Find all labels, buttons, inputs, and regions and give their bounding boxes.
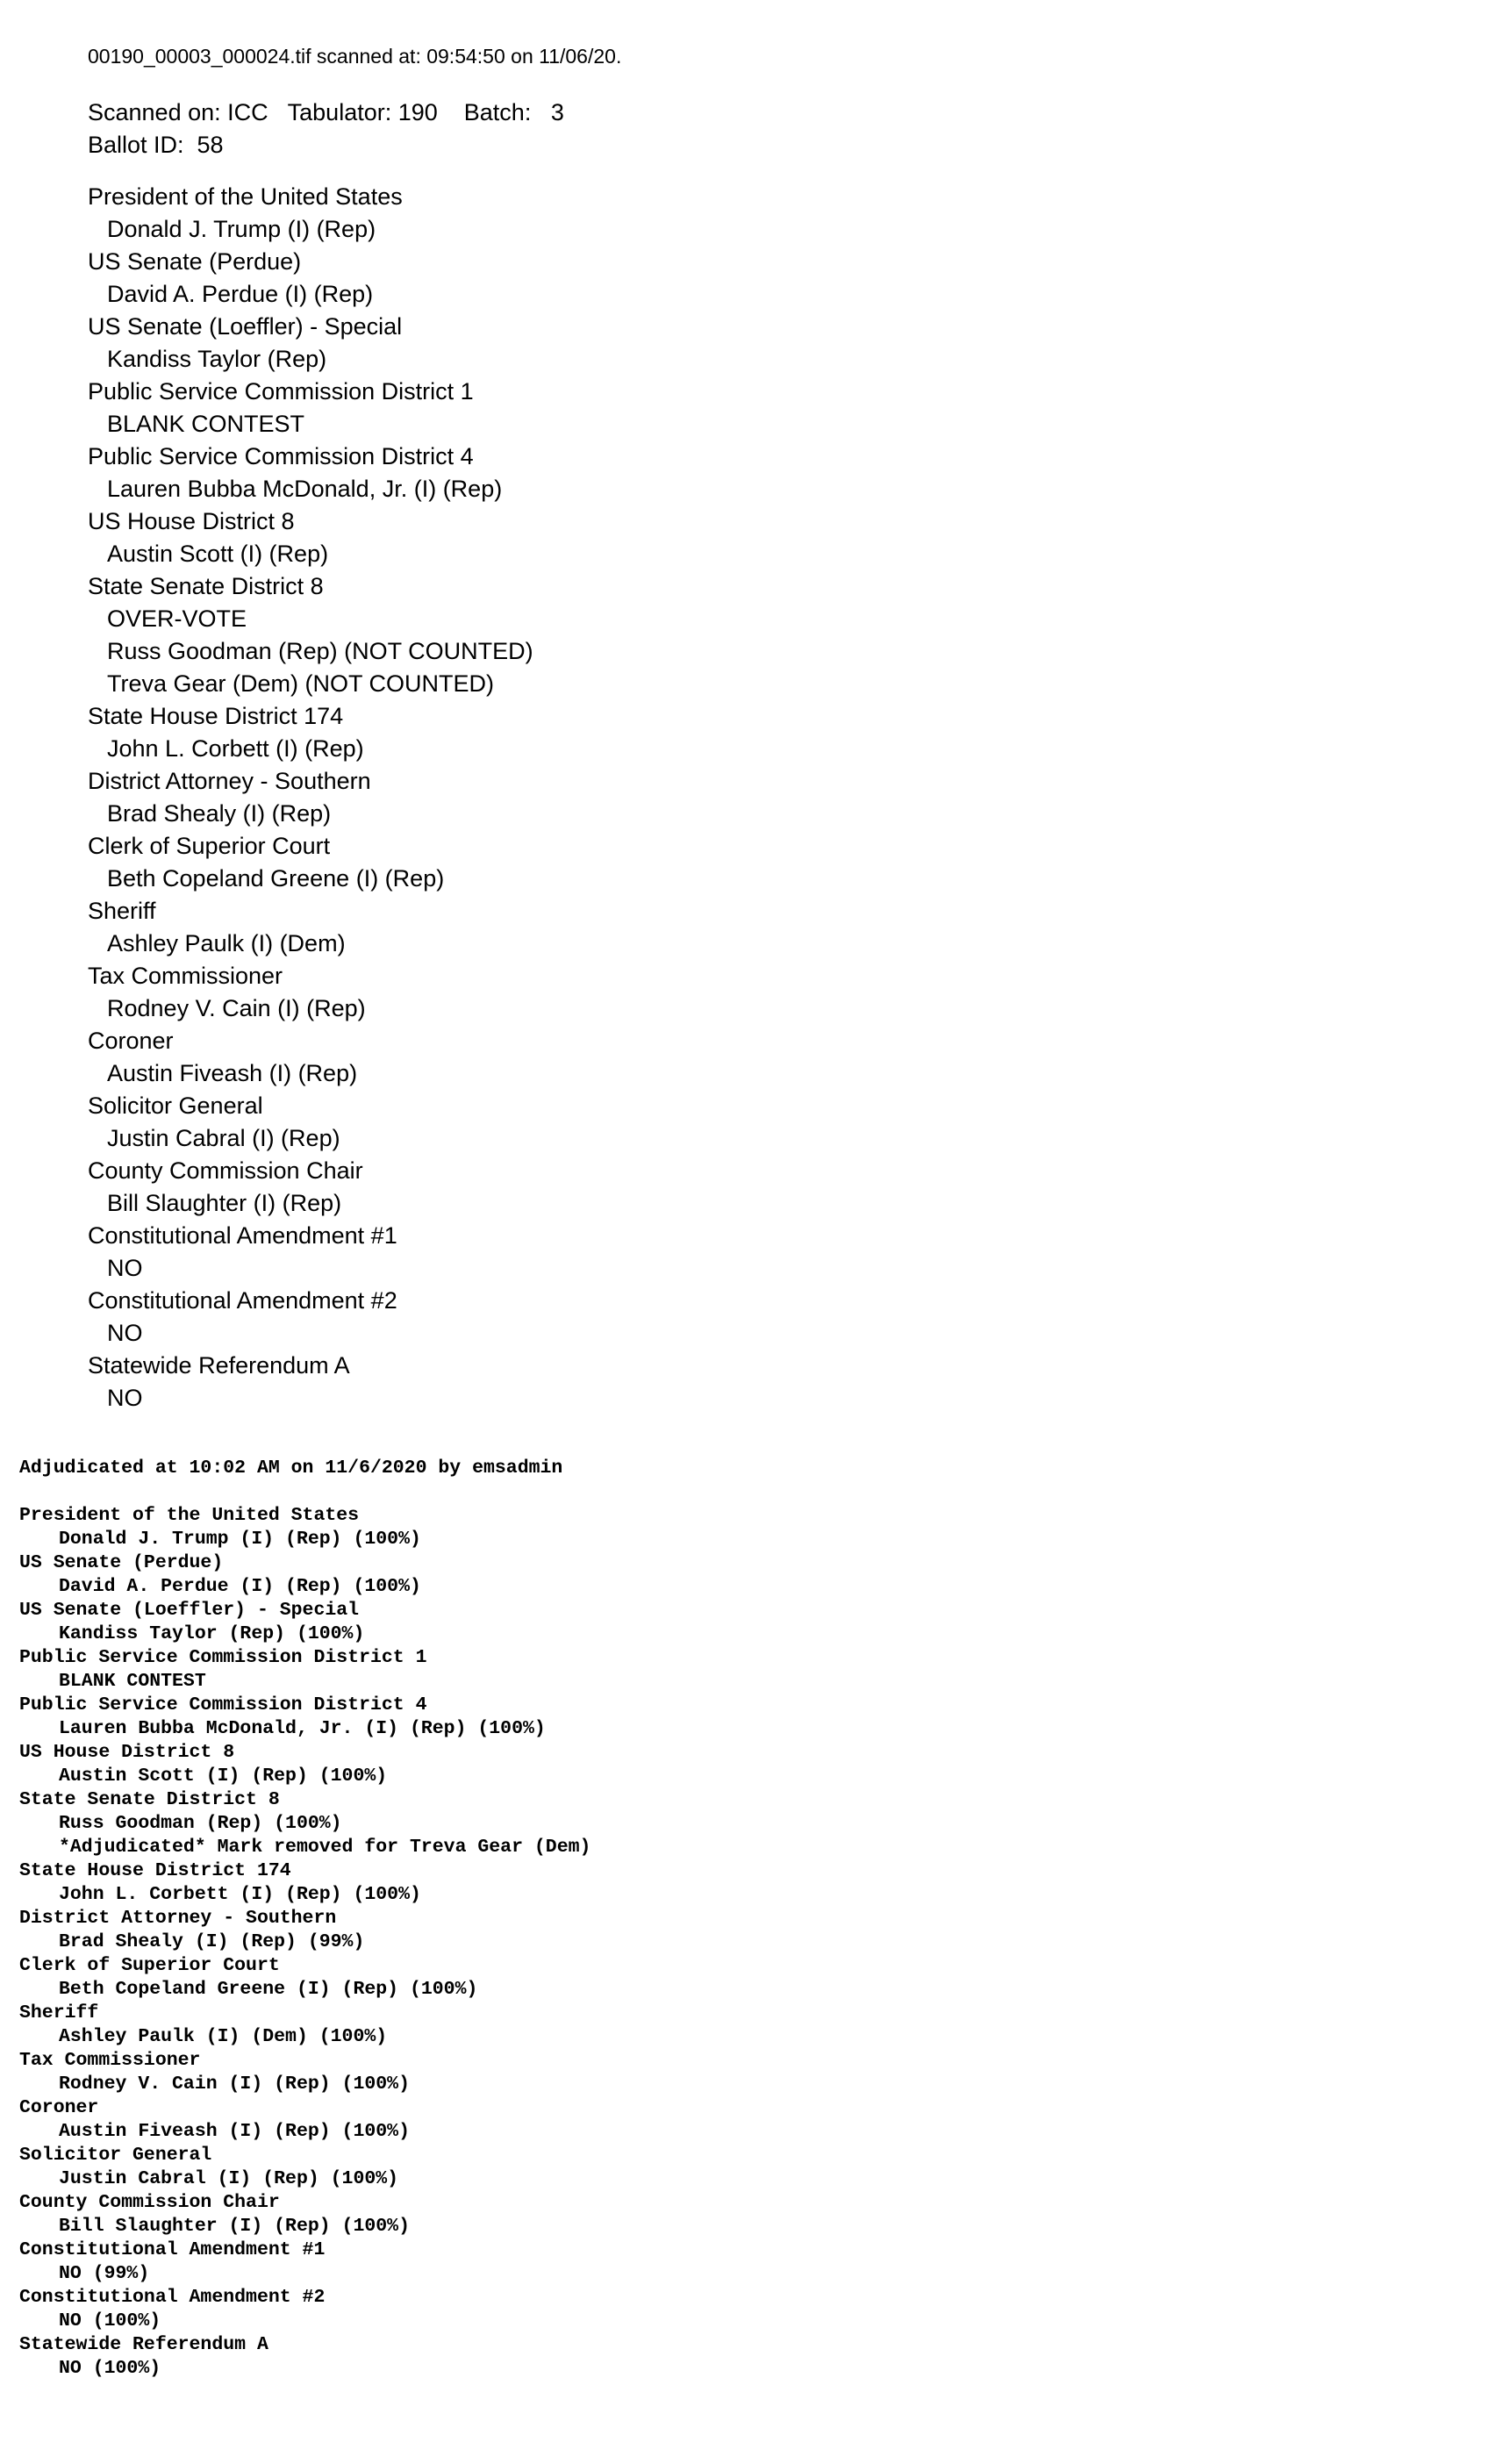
contest-title: US Senate (Perdue): [88, 248, 302, 275]
adjudicated-contest-title: District Attorney - Southern: [19, 1908, 337, 1929]
contest-title: Constitutional Amendment #1: [88, 1222, 397, 1249]
contest-choice: Austin Fiveash (I) (Rep): [107, 1060, 358, 1086]
adjudicated-contest-title: State House District 174: [19, 1860, 291, 1881]
contest-title: Public Service Commission District 1: [88, 378, 474, 405]
contest-choice: Brad Shealy (I) (Rep): [107, 800, 332, 827]
contest-title: Public Service Commission District 4: [88, 443, 474, 469]
adjudicated-contest-title: US House District 8: [19, 1742, 235, 1763]
contest-choice: Lauren Bubba McDonald, Jr. (I) (Rep): [107, 476, 503, 502]
contest-title: US Senate (Loeffler) - Special: [88, 313, 403, 340]
contest-choice: Rodney V. Cain (I) (Rep): [107, 995, 366, 1021]
contest-choice: David A. Perdue (I) (Rep): [107, 281, 374, 307]
adjudicated-contest-title: Constitutional Amendment #1: [19, 2239, 326, 2260]
adjudicated-choice: Kandiss Taylor (Rep) (100%): [59, 1623, 365, 1644]
ballot-id-line: Ballot ID: 58: [88, 132, 224, 158]
contest-choice: NO: [107, 1385, 143, 1411]
adjudicated-choice: NO (100%): [59, 2358, 161, 2379]
contest-choice: OVER-VOTE: [107, 605, 247, 632]
adjudicated-choice: Bill Slaughter (I) (Rep) (100%): [59, 2216, 410, 2237]
contest-choice: Kandiss Taylor (Rep): [107, 346, 327, 372]
adjudicated-contest-title: Constitutional Amendment #2: [19, 2287, 326, 2308]
ballot-contest-list: [88, 181, 621, 1415]
contest-title: Tax Commissioner: [88, 963, 283, 989]
adjudicated-choice: John L. Corbett (I) (Rep) (100%): [59, 1884, 421, 1905]
adjudicated-choice: NO (100%): [59, 2310, 161, 2331]
contest-title: County Commission Chair: [88, 1157, 363, 1184]
adjudicated-choice: Justin Cabral (I) (Rep) (100%): [59, 2168, 399, 2189]
contest-choice: Bill Slaughter (I) (Rep): [107, 1190, 342, 1216]
contest-choice: Ashley Paulk (I) (Dem): [107, 930, 346, 956]
adjudicated-contest-title: Sheriff: [19, 2002, 99, 2023]
adjudicated-contest-title: Solicitor General: [19, 2145, 212, 2166]
contest-title: District Attorney - Southern: [88, 768, 371, 794]
contest-choice: Beth Copeland Greene (I) (Rep): [107, 865, 445, 892]
adjudicated-choice: Lauren Bubba McDonald, Jr. (I) (Rep) (100%): [59, 1718, 546, 1739]
adjudicated-contest-title: County Commission Chair: [19, 2192, 280, 2213]
contest-title: Coroner: [88, 1028, 174, 1054]
adjudication-section: [19, 1457, 590, 2381]
contest-title: State House District 174: [88, 703, 344, 729]
adjudication-header: Adjudicated at 10:02 AM on 11/6/2020 by emsadmin: [19, 1458, 563, 1479]
contest-choice: Treva Gear (Dem) (NOT COUNTED): [107, 670, 495, 697]
adjudication-contest-list: [19, 1504, 590, 2381]
scanned-on-line: Scanned on: ICC Tabulator: 190 Batch: 3: [88, 99, 564, 125]
contest-title: Clerk of Superior Court: [88, 833, 331, 859]
contest-choice: Austin Scott (I) (Rep): [107, 541, 329, 567]
adjudicated-contest-title: Statewide Referendum A: [19, 2334, 268, 2355]
contest-title: State Senate District 8: [88, 573, 324, 599]
adjudicated-choice: Ashley Paulk (I) (Dem) (100%): [59, 2026, 388, 2047]
contest-choice: NO: [107, 1320, 143, 1346]
ballot-scan-section: [88, 33, 621, 1415]
adjudicated-contest-title: Coroner: [19, 2097, 99, 2118]
adjudicated-choice: David A. Perdue (I) (Rep) (100%): [59, 1576, 421, 1597]
contest-title: Constitutional Amendment #2: [88, 1287, 397, 1314]
adjudicated-contest-title: Clerk of Superior Court: [19, 1955, 280, 1976]
contest-choice: Justin Cabral (I) (Rep): [107, 1125, 340, 1151]
contest-title: Solicitor General: [88, 1092, 263, 1119]
adjudicated-contest-title: US Senate (Perdue): [19, 1552, 224, 1573]
adjudicated-contest-title: US Senate (Loeffler) - Special: [19, 1600, 360, 1621]
adjudicated-choice: Donald J. Trump (I) (Rep) (100%): [59, 1529, 421, 1550]
adjudicated-choice: Austin Fiveash (I) (Rep) (100%): [59, 2121, 410, 2142]
adjudicated-contest-title: President of the United States: [19, 1505, 360, 1526]
adjudicated-contest-title: State Senate District 8: [19, 1789, 280, 1810]
adjudicated-contest-title: Tax Commissioner: [19, 2050, 201, 2071]
contest-title: Statewide Referendum A: [88, 1352, 350, 1379]
contest-title: US House District 8: [88, 508, 295, 534]
adjudicated-contest-title: Public Service Commission District 4: [19, 1694, 427, 1715]
contest-title: Sheriff: [88, 898, 156, 924]
adjudicated-choice: Russ Goodman (Rep) (100%): [59, 1813, 342, 1834]
adjudicated-choice: Brad Shealy (I) (Rep) (99%): [59, 1931, 365, 1952]
adjudicated-choice: Rodney V. Cain (I) (Rep) (100%): [59, 2074, 410, 2095]
scan-info-line: 00190_00003_000024.tif scanned at: 09:54:50 on 11/06/20.: [88, 45, 622, 68]
contest-choice: Donald J. Trump (I) (Rep): [107, 216, 376, 242]
adjudicated-choice: Beth Copeland Greene (I) (Rep) (100%): [59, 1979, 478, 2000]
contest-choice: Russ Goodman (Rep) (NOT COUNTED): [107, 638, 533, 664]
contest-choice: BLANK CONTEST: [107, 411, 305, 437]
adjudicated-choice: BLANK CONTEST: [59, 1671, 206, 1692]
adjudicated-contest-title: Public Service Commission District 1: [19, 1647, 427, 1668]
adjudicated-choice: NO (99%): [59, 2263, 150, 2284]
contest-choice: NO: [107, 1255, 143, 1281]
adjudicated-choice: *Adjudicated* Mark removed for Treva Gear (Dem): [59, 1837, 591, 1858]
contest-choice: John L. Corbett (I) (Rep): [107, 735, 364, 762]
contest-title: President of the United States: [88, 183, 403, 210]
adjudicated-choice: Austin Scott (I) (Rep) (100%): [59, 1766, 388, 1787]
